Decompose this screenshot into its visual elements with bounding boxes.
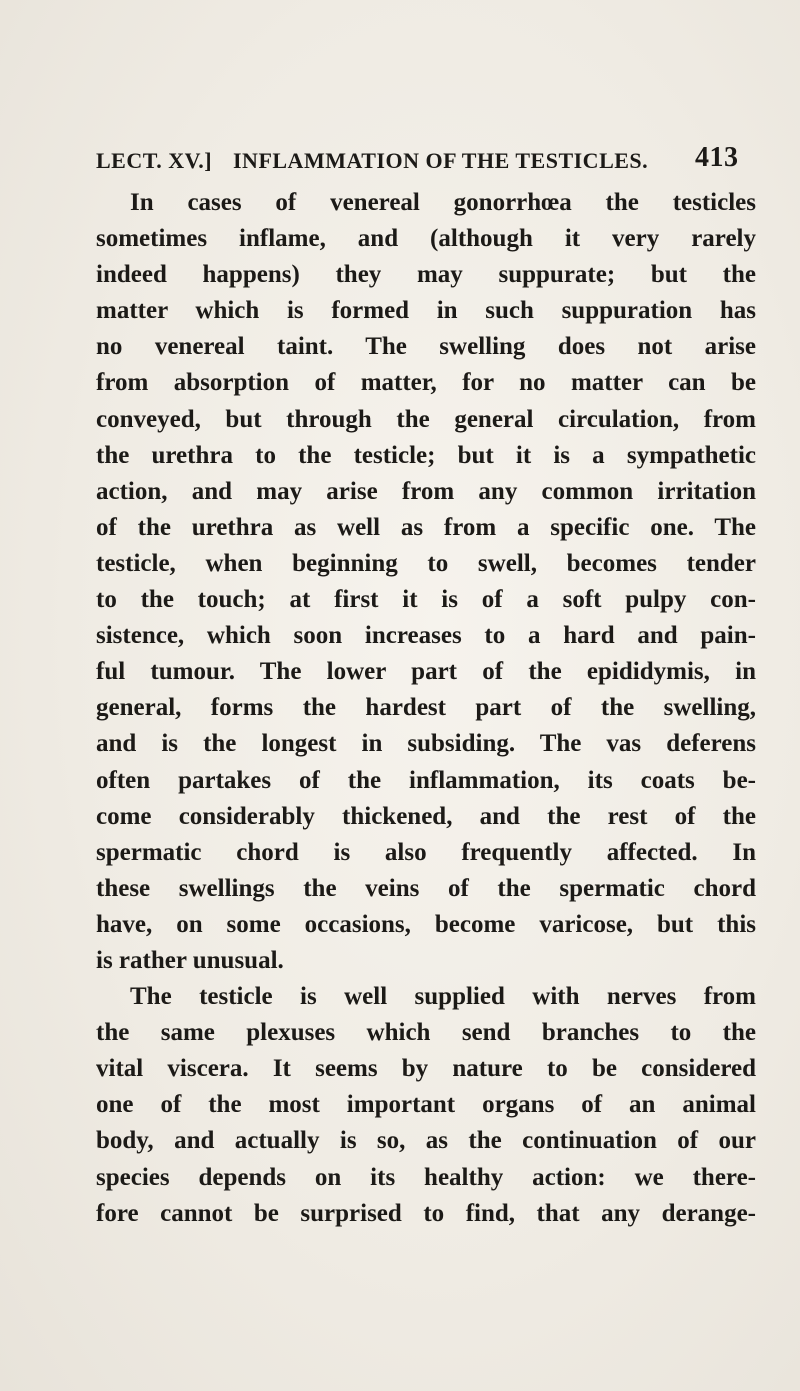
text-line: vital viscera. It seems by nature to be considered	[96, 1055, 756, 1083]
lecture-number: LECT. XV.]	[96, 148, 213, 173]
text-line: fore cannot be surprised to find, that any derange-	[96, 1199, 756, 1227]
page-number: 413	[695, 142, 739, 173]
text-line: is rather unusual.	[96, 946, 284, 974]
text-line: from absorption of matter, for no matter can be	[96, 369, 756, 397]
text-line: one of the most important organs of an animal	[96, 1091, 756, 1119]
text-line: conveyed, but through the general circulation, from	[96, 405, 756, 433]
paragraph-2	[96, 979, 756, 1232]
text-line: often partakes of the inflammation, its coats be-	[96, 766, 756, 794]
text-line: and is the longest in subsiding. The vas deferens	[96, 730, 756, 758]
text-line: have, on some occasions, become varicose, but this	[96, 910, 756, 938]
text-line: of the urethra as well as from a specific one. The	[96, 513, 756, 541]
text-line: general, forms the hardest part of the swelling,	[96, 694, 756, 722]
text-line: indeed happens) they may suppurate; but the	[96, 261, 756, 289]
text-line: matter which is formed in such suppuration has	[96, 297, 756, 325]
running-title: INFLAMMATION OF THE TESTICLES.	[233, 148, 649, 173]
text-line: the urethra to the testicle; but it is a sympathetic	[96, 441, 756, 469]
text-line: body, and actually is so, as the continuation of our	[96, 1127, 756, 1155]
text-line: action, and may arise from any common irritation	[96, 477, 756, 505]
text-line: testicle, when beginning to swell, becomes tender	[96, 549, 756, 577]
text-line: come considerably thickened, and the rest of the	[96, 802, 756, 830]
text-line: the same plexuses which send branches to the	[96, 1019, 756, 1047]
text-line: sometimes inflame, and (although it very rarely	[96, 225, 756, 253]
paragraph-1	[96, 185, 756, 979]
text-line: spermatic chord is also frequently affected. In	[96, 838, 756, 866]
running-head	[96, 142, 756, 182]
text-line: no venereal taint. The swelling does not arise	[96, 333, 756, 361]
text-line: species depends on its healthy action: we there-	[96, 1163, 756, 1191]
text-line: to the touch; at first it is of a soft pulpy con-	[96, 586, 756, 614]
text-line: The testicle is well supplied with nerves from	[130, 983, 756, 1011]
text-line: ful tumour. The lower part of the epididymis, in	[96, 658, 756, 686]
text-line: In cases of venereal gonorrhœa the testicles	[130, 189, 756, 216]
text-line: sistence, which soon increases to a hard and pain-	[96, 622, 756, 650]
body-text	[96, 185, 756, 1232]
text-line: these swellings the veins of the spermatic chord	[96, 874, 756, 902]
